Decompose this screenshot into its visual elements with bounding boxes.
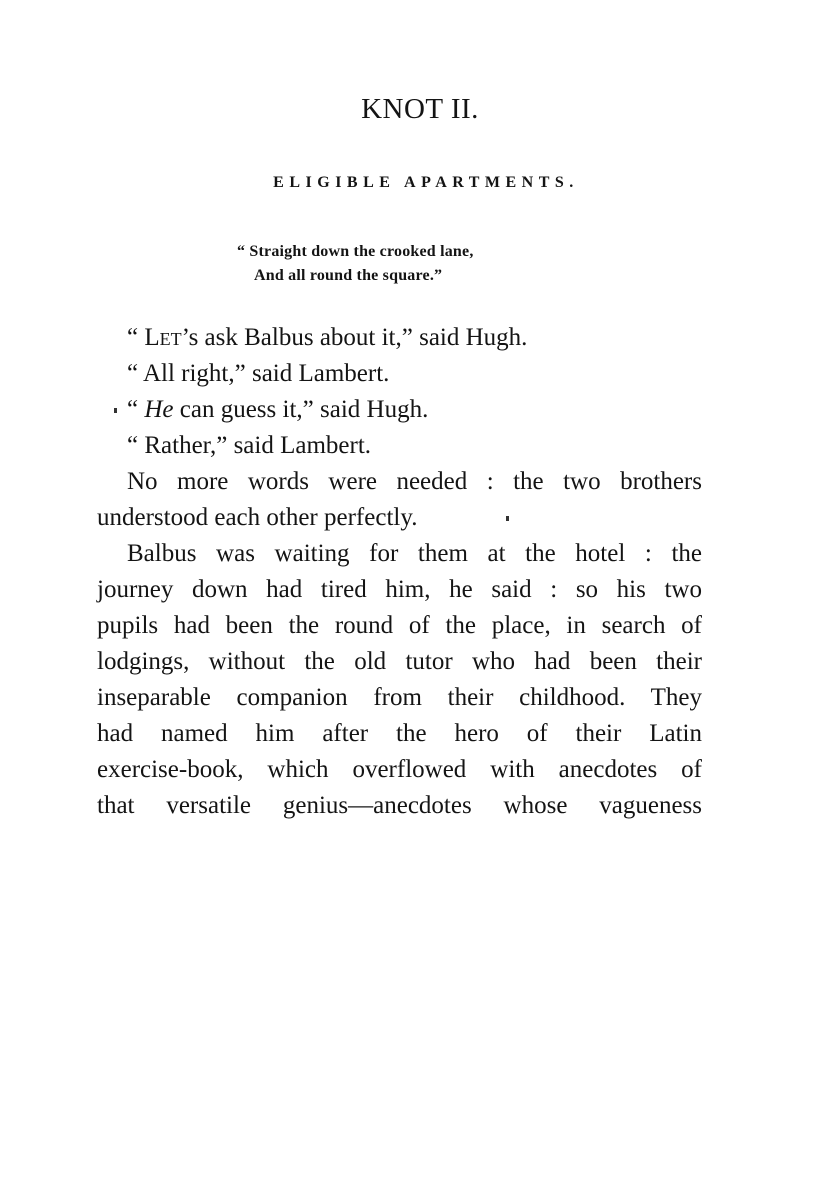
paragraph-6-line-8: that versatile genius—anecdotes whose vagueness	[97, 792, 702, 819]
paragraph-6-line-3: pupils had been the round of the place, in search of	[97, 612, 702, 639]
paragraph-3	[97, 392, 702, 428]
print-speck	[114, 408, 117, 413]
paragraph-6-line-4: lodgings, without the old tutor who had been their	[97, 648, 702, 675]
epigraph-line-2: And all round the square.”	[254, 267, 443, 284]
paragraph-3-rest: can guess it,” said Hugh.	[173, 396, 429, 423]
paragraph-6-line-2: journey down had tired him, he said : so his two	[97, 576, 702, 603]
paragraph-6-line-1: Balbus was waiting for them at the hotel : the	[127, 540, 702, 567]
body-text	[97, 320, 702, 824]
epigraph-line-1: “ Straight down the crooked lane,	[237, 243, 474, 260]
paragraph-6-line-7: exercise-book, which overflowed with anecdotes of	[97, 756, 702, 783]
open-quote: “	[127, 324, 145, 351]
italic-word: He	[144, 396, 174, 423]
paragraph-1-rest: ’s ask Balbus about it,” said Hugh.	[181, 324, 528, 351]
paragraph-5-line-1: No more words were needed : the two brothers	[127, 468, 702, 495]
paragraph-2: “ All right,” said Lambert.	[127, 360, 390, 387]
paragraph-5-line-2: understood each other perfectly.	[97, 504, 418, 531]
chapter-subtitle: ELIGIBLE APARTMENTS.	[273, 174, 579, 191]
paragraph-1	[97, 320, 702, 356]
paragraph-4: “ Rather,” said Lambert.	[127, 432, 372, 459]
paragraph-6-line-6: had named him after the hero of their Latin	[97, 720, 702, 747]
paragraph-6-line-5: inseparable companion from their childhood. They	[97, 684, 702, 711]
small-caps-word: Let	[144, 324, 182, 351]
epigraph	[237, 240, 474, 288]
open-quote: “	[127, 396, 145, 423]
print-speck	[506, 516, 509, 521]
chapter-title: KNOT II.	[361, 93, 479, 125]
